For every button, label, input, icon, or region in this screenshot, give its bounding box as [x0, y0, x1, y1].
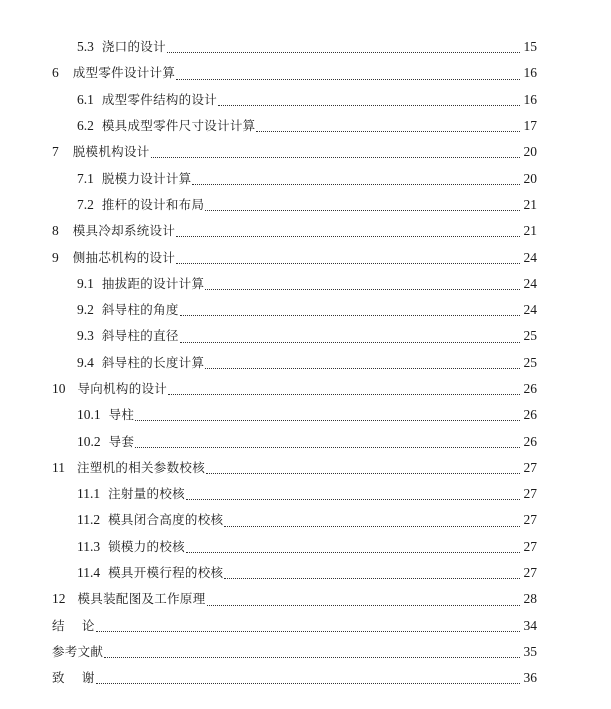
section-number: 9.3: [77, 328, 94, 344]
section-title: 模具装配图及工作原理: [77, 591, 206, 607]
section-title: 模具成型零件尺寸设计计算: [101, 118, 256, 134]
page-number: 34: [523, 617, 537, 633]
section-title: 斜导柱的直径: [101, 328, 179, 344]
section-title: 注射量的校核: [108, 486, 185, 502]
section-title: 锁模力的校核: [108, 538, 185, 554]
toc-entry-11-3[interactable]: [0, 534, 611, 560]
toc-entry-references[interactable]: [0, 639, 611, 665]
toc-entry-7-2[interactable]: [0, 192, 611, 218]
page-number: 15: [523, 39, 537, 55]
page-number: 27: [523, 486, 537, 502]
section-title: 斜导柱的长度计算: [101, 354, 205, 370]
section-title: 参考文献: [52, 643, 104, 659]
dot-leader: [176, 235, 520, 237]
page-number: 20: [523, 170, 537, 186]
section-title: 致 谢: [52, 670, 95, 686]
toc-entry-9-4[interactable]: [0, 350, 611, 376]
dot-leader: [167, 51, 520, 53]
page-number: 26: [523, 407, 537, 423]
toc-entry-11[interactable]: [0, 455, 611, 481]
section-title: 成型零件设计计算: [72, 65, 176, 81]
section-title: 斜导柱的角度: [101, 302, 179, 318]
dot-leader: [205, 209, 520, 211]
dot-leader: [96, 630, 520, 632]
section-title: 导套: [108, 433, 135, 449]
toc-entry-11-1[interactable]: [0, 481, 611, 507]
toc-entry-11-2[interactable]: [0, 507, 611, 533]
section-number: 7.1: [77, 170, 94, 186]
page-number: 16: [523, 65, 537, 81]
dot-leader: [192, 183, 520, 185]
toc-entry-9-3[interactable]: [0, 323, 611, 349]
toc-entry-conclusion[interactable]: [0, 613, 611, 639]
page-number: 20: [523, 144, 537, 160]
section-title: 导柱: [108, 407, 135, 423]
section-title: 抽拔距的设计计算: [101, 275, 205, 291]
toc-entry-9[interactable]: [0, 244, 611, 270]
page-number: 24: [523, 275, 537, 291]
dot-leader: [206, 472, 520, 474]
page-number: 27: [523, 565, 537, 581]
toc-entry-11-4[interactable]: [0, 560, 611, 586]
section-number: 8: [52, 223, 59, 239]
page-number: 16: [523, 91, 537, 107]
page-number: 21: [523, 223, 537, 239]
section-title: 导向机构的设计: [77, 381, 168, 396]
toc-entry-6[interactable]: [0, 60, 611, 86]
page-number: 28: [523, 591, 537, 607]
toc-entry-10[interactable]: [0, 376, 611, 402]
section-number: 11.1: [77, 486, 101, 502]
page-number: 26: [523, 433, 537, 449]
dot-leader: [135, 419, 520, 421]
section-title: 浇口的设计: [101, 39, 166, 55]
dot-leader: [96, 682, 520, 684]
section-number: 6.1: [77, 91, 94, 107]
dot-leader: [205, 288, 520, 290]
section-title: 成型零件结构的设计: [101, 91, 218, 107]
section-number: 7: [52, 144, 59, 160]
dot-leader: [256, 130, 520, 132]
section-title: 推杆的设计和布局: [101, 196, 205, 212]
section-number: 9.2: [77, 302, 94, 318]
section-title: 注塑机的相关参数校核: [77, 459, 206, 475]
section-title: 脱模力设计计算: [101, 170, 192, 186]
page-number: 35: [523, 643, 537, 659]
page-number: 21: [523, 196, 537, 212]
toc-entry-9-1[interactable]: [0, 271, 611, 297]
toc-entry-12[interactable]: [0, 586, 611, 612]
dot-leader: [205, 367, 520, 369]
dot-leader: [176, 78, 520, 80]
toc-entry-7[interactable]: [0, 139, 611, 165]
toc-entry-9-2[interactable]: [0, 297, 611, 323]
toc-entry-10-2[interactable]: [0, 428, 611, 454]
dot-leader: [180, 341, 520, 343]
section-number: 6: [52, 65, 59, 81]
section-number: 11: [52, 459, 65, 475]
dot-leader: [135, 446, 520, 448]
page-number: 36: [523, 670, 537, 686]
section-number: 9: [52, 249, 59, 265]
section-title: 模具冷却系统设计: [72, 223, 176, 239]
page-number: 27: [523, 459, 537, 475]
section-title: 侧抽芯机构的设计: [72, 249, 176, 265]
page-number: 24: [523, 249, 537, 265]
section-number: 5.3: [77, 39, 94, 55]
toc-entry-acknowledgements[interactable]: [0, 665, 611, 691]
dot-leader: [180, 314, 520, 316]
page-number: 26: [523, 381, 537, 396]
dot-leader: [207, 604, 520, 606]
page-number: 27: [523, 538, 537, 554]
page-number: 24: [523, 302, 537, 318]
section-title: 脱模机构设计: [72, 144, 150, 160]
dot-leader: [104, 656, 520, 658]
section-number: 7.2: [77, 196, 94, 212]
page-number: 17: [523, 118, 537, 134]
section-number: 9.4: [77, 354, 94, 370]
dot-leader: [186, 551, 520, 553]
section-title: 模具开模行程的校核: [108, 565, 224, 581]
section-number: 6.2: [77, 118, 94, 134]
toc-entry-6-2[interactable]: [0, 113, 611, 139]
toc-entry-7-1[interactable]: [0, 165, 611, 191]
page-number: 25: [523, 354, 537, 370]
section-number: 11.4: [77, 565, 101, 581]
section-number: 12: [52, 591, 66, 607]
dot-leader: [151, 156, 520, 158]
toc-entry-10-1[interactable]: [0, 402, 611, 428]
section-number: 10: [52, 381, 66, 396]
section-number: 11.2: [77, 512, 101, 528]
dot-leader: [218, 104, 520, 106]
section-number: 11.3: [77, 538, 101, 554]
section-number: 9.1: [77, 275, 94, 291]
page-number: 27: [523, 512, 537, 528]
section-number: 10.1: [77, 407, 101, 423]
toc-entry-5-3[interactable]: [0, 34, 611, 60]
page-number: 25: [523, 328, 537, 344]
dot-leader: [186, 498, 520, 500]
dot-leader: [224, 525, 520, 527]
section-title: 模具闭合高度的校核: [108, 512, 224, 528]
section-number: 10.2: [77, 433, 101, 449]
toc-entry-8[interactable]: [0, 218, 611, 244]
toc-entry-6-1[interactable]: [0, 87, 611, 113]
dot-leader: [168, 393, 520, 395]
section-title: 结 论: [52, 617, 95, 633]
dot-leader: [176, 262, 520, 264]
dot-leader: [224, 577, 520, 579]
table-of-contents: [0, 34, 611, 691]
